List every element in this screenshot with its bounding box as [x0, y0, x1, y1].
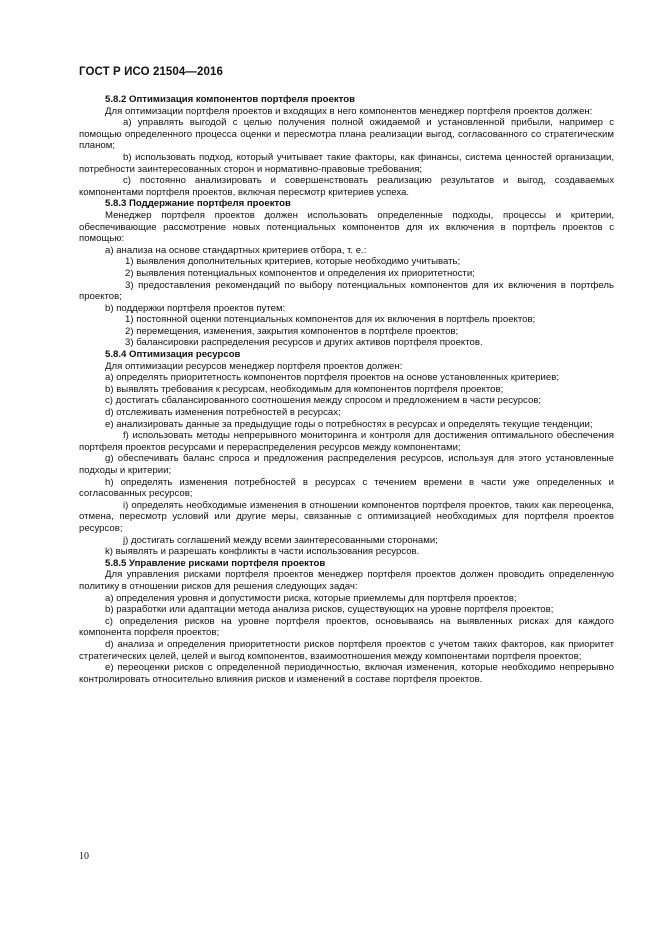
paragraph: a) управлять выгодой с целью получения полной ожидаемой и установленной прибыли, например с помощью определенного процесса оценки и пересмотра плана реализации выгод, согласованного со стратегическим планом;: [79, 117, 614, 152]
paragraph: f) использовать методы непрерывного мониторинга и контроля для достижения оптимального обеспечения портфеля проектов ресурсами и перераспределения ресурсов между компонентами;: [79, 430, 614, 453]
paragraph: d) отслеживать изменения потребностей в ресурсах;: [105, 407, 341, 419]
section-heading: 5.8.3 Поддержание портфеля проектов: [105, 198, 291, 210]
paragraph: b) поддержки портфеля проектов путем:: [105, 302, 286, 314]
paragraph: 3) предоставления рекомендаций по выбору потенциальных компонентов для их включения в портфель проектов;: [79, 279, 614, 303]
section-heading: 5.8.4 Оптимизация ресурсов: [105, 349, 241, 361]
section-heading: 5.8.2 Оптимизация компонентов портфеля проектов: [105, 94, 355, 105]
paragraph: b) использовать подход, который учитывает такие факторы, как финансы, система ценностей организации, потребности заинтересованных сторон и нормативно-правовые требования;: [79, 151, 614, 175]
paragraph: i) определять необходимые изменения в отношении компонентов портфеля проектов, таких как переоценка, отмена, пересмотр условий или другие меры, связанные с оптимизацией необходимых для портфеля проектов ресурсов;: [79, 499, 614, 534]
paragraph: a) анализа на основе стандартных критериев отбора, т. е.:: [105, 244, 367, 256]
paragraph: 1) выявления дополнительных критериев, которые необходимо учитывать;: [125, 256, 461, 268]
paragraph: c) определения рисков на уровне портфеля проектов, основываясь на выявленных рисках для каждого компонента порфеля проектов;: [79, 615, 614, 639]
page-number: 10: [79, 851, 89, 862]
document-header: ГОСТ Р ИСО 21504—2016: [79, 66, 224, 78]
paragraph: Менеджер портфеля проектов должен использовать определенные подходы, процессы и критерии, обеспечивающие рассмотрение новых потенциальных компонентов для их включения в портфель проектов с помощью:: [79, 209, 614, 245]
paragraph: j) достигать соглашений между всеми заинтересованными сторонами;: [123, 534, 438, 546]
paragraph: 3) балансировки распределения ресурсов и других активов портфеля проектов.: [125, 337, 483, 349]
paragraph: k) выявлять и разрешать конфликты в части использования ресурсов.: [105, 546, 420, 558]
section-heading: 5.8.5 Управление рисками портфеля проектов: [105, 557, 326, 569]
paragraph: b) разработки или адаптации метода анализа рисков, существующих на уровне портфеля проектов;: [105, 604, 554, 616]
paragraph: h) определять изменения потребностей в ресурсах с течением времени в части уже определенных и согласованных ресурсов;: [79, 476, 614, 500]
paragraph: b) выявлять требования к ресурсам, необходимым для компонентов портфеля проектов;: [105, 383, 504, 395]
paragraph: e) анализировать данные за предыдущие годы о потребностях в ресурсах и определять текущие тенденции;: [105, 418, 593, 430]
paragraph: 1) постоянной оценки потенциальных компонентов для их включения в портфель проектов;: [125, 314, 536, 326]
paragraph: 2) перемещения, изменения, закрытия компонентов в портфеле проектов;: [125, 325, 459, 337]
document-body: [79, 94, 614, 685]
paragraph: Для оптимизации ресурсов менеджер портфеля проектов должен:: [105, 360, 403, 372]
paragraph: a) определять приоритетность компонентов портфеля проектов на основе установленных критериев;: [105, 372, 560, 384]
paragraph: g) обеспечивать баланс спроса и предложения распределения ресурсов, используя для этого установленные подходы и критерии;: [79, 453, 614, 476]
paragraph: Для оптимизации портфеля проектов и входящих в него компонентов менеджер портфеля проектов должен:: [105, 105, 593, 117]
paragraph: a) определения уровня и допустимости риска, которые приемлемы для портфеля проектов;: [105, 592, 517, 604]
paragraph: e) переоценки рисков с определенной периодичностью, включая изменения, которые необходимо непрерывно контролировать относительно влияния рисков и изменений в составе портфеля проектов.: [79, 662, 614, 685]
paragraph: c) достигать сбалансированного соотношения между спросом и предложением в части ресурсов;: [105, 395, 542, 407]
paragraph: 2) выявления потенциальных компонентов и определения их приоритетности;: [125, 267, 475, 279]
paragraph: Для управления рисками портфеля проектов менеджер портфеля проектов должен проводить определенную политику в отношении рисков для решения следующих задач:: [79, 569, 614, 592]
paragraph: c) постоянно анализировать и совершенствовать реализацию результатов и выгод, создаваемых компонентами портфеля проектов, включая пересмотр критериев успеха.: [79, 175, 614, 198]
paragraph: d) анализа и определения приоритетности рисков портфеля проектов с учетом таких факторов, как приоритет стратегических целей, целей и выгод компонентов, взаимоотношения между компонентами портфеля проектов;: [79, 638, 614, 662]
